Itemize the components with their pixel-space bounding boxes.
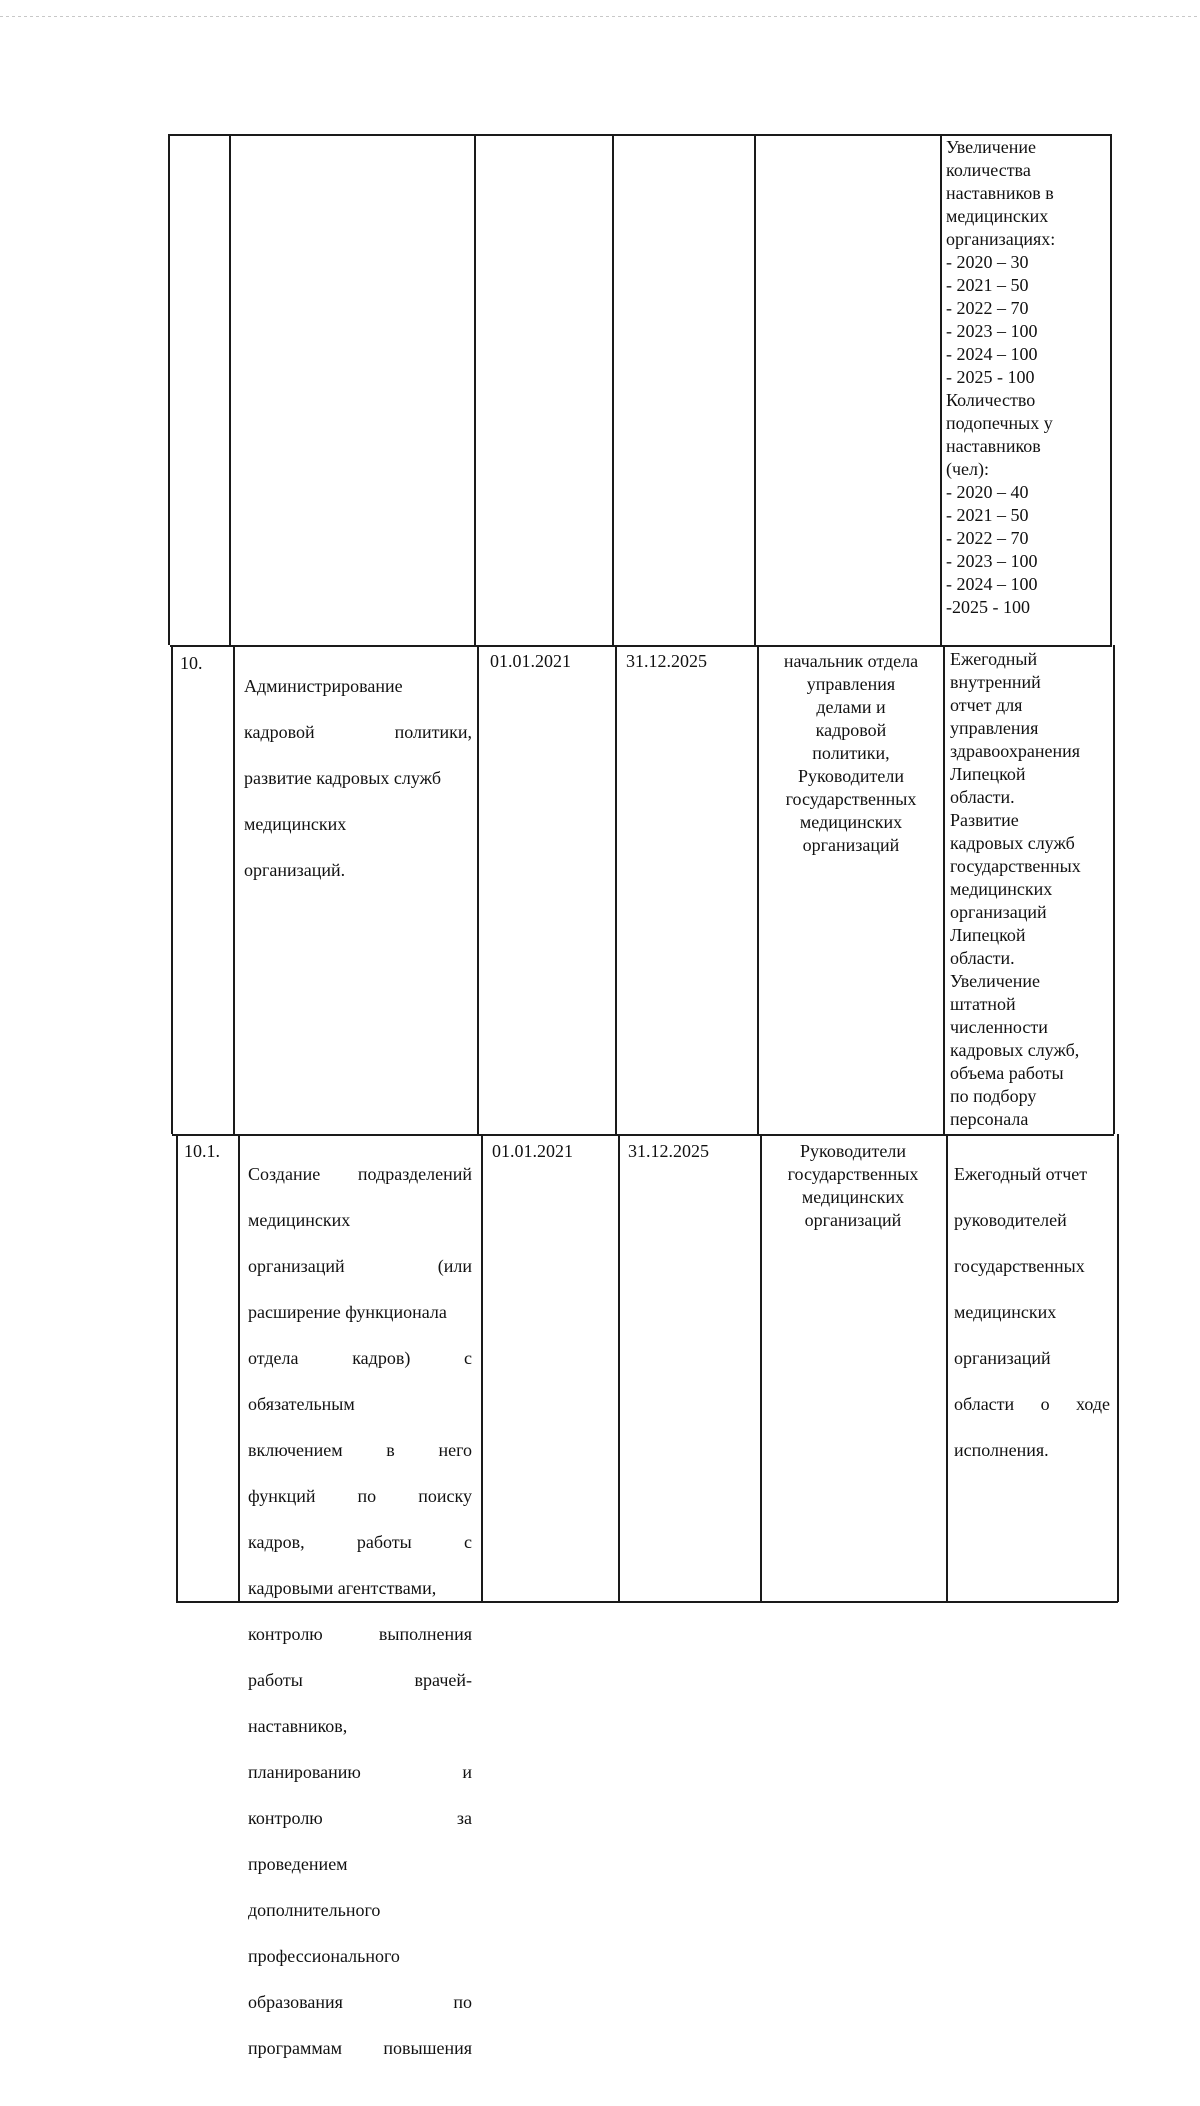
col-border-4b [757,645,759,1134]
row-divider-1 [170,645,1112,647]
col-border-3b [615,645,617,1134]
table-border-top [168,134,1110,136]
col-border-2b [477,645,479,1134]
row-3-result: Ежегодный отчет руководителей государственных медицинских организаций области о ходе исполнения. [954,1164,1110,1460]
row-2-start: 01.01.2021 [490,651,571,671]
row-3-number: 10.1. [184,1141,220,1161]
row-2-end: 31.12.2025 [626,651,707,671]
row-divider-2 [172,1134,1114,1136]
row-2-responsible: начальник отдела управления делами и кадровой политики, Руководители государственных медицинских организаций [783,651,919,855]
col-border-2 [474,134,476,645]
table-border-bottom [176,1601,1118,1603]
row-3-start: 01.01.2021 [492,1141,573,1161]
col-border-3c [618,1134,620,1602]
col-border-1 [229,134,231,645]
col-border-0 [168,134,170,645]
col-border-6 [1110,134,1112,645]
col-border-0c [176,1134,178,1602]
col-border-4 [754,134,756,645]
col-border-1b [233,645,235,1134]
row-3-responsible: Руководители государственных медицинских организаций [787,1141,919,1230]
col-border-6c [1117,1134,1119,1602]
row-1-result: Увеличение количества наставников в медицинских организациях: - 2020 – 30 - 2021 – 50 - 2022 – 70 - 2023 – 100 - 2024 – 100 - 2025 - 100 Количество подопечных у наставников (чел): - 2020 – 40 - 2021 – 50 - 2022 – 70 - 2023 – 100 - 2024 – 100 -2025 - 100 [946,137,1056,617]
col-border-5b [943,645,945,1134]
col-border-5 [940,134,942,645]
row-3-end: 31.12.2025 [628,1141,709,1161]
row-2-name: Администрирование кадровой политики, развитие кадровых служб медицинских организаций. [244,676,472,880]
col-border-4c [760,1134,762,1602]
row-2-result: Ежегодный внутренний отчет для управления здравоохранения Липецкой области. Развитие кадровых служб государственных медицинских организаций Липецкой области. Увеличение штатной численности кадровых служб, объема работы по подбору персонала [950,649,1081,1129]
row-2-number: 10. [180,653,203,673]
scan-edge [0,16,1200,17]
row-3-name: Создание подразделений медицинских организаций (или расширение функционала отдела кадров) с обязательным включением в него функций по поиску кадров, работы с кадровыми агентствами, контролю выполнения работы врачей- наставников, планированию и контролю за проведением дополнительного профессионального образования по программам повышения [248,1164,472,2058]
col-border-0b [171,645,173,1134]
col-border-3 [612,134,614,645]
col-border-1c [238,1134,240,1602]
col-border-5c [946,1134,948,1602]
col-border-6b [1113,645,1115,1134]
col-border-2c [481,1134,483,1602]
